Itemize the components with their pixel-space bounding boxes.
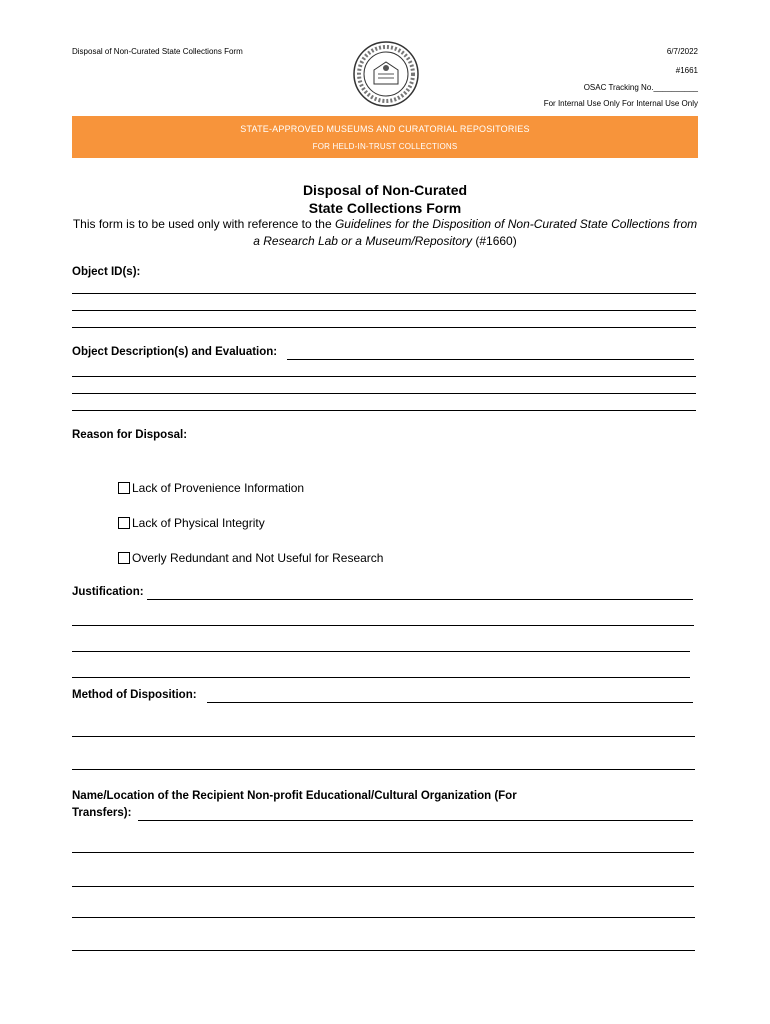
justification-line-1[interactable] <box>72 625 694 626</box>
description-line-3[interactable] <box>72 410 696 411</box>
checkbox-provenience[interactable] <box>118 482 130 494</box>
checkbox-redundant[interactable] <box>118 552 130 564</box>
state-seal-logo <box>352 40 420 108</box>
object-ids-line-3[interactable] <box>72 327 696 328</box>
description-label: Object Description(s) and Evaluation: <box>72 346 278 358</box>
description-line-inline[interactable] <box>287 359 694 360</box>
reason-label-redundant: Overly Redundant and Not Useful for Research <box>132 551 384 565</box>
reason-label-integrity: Lack of Physical Integrity <box>132 516 265 530</box>
internal-use-note: For Internal Use Only For Internal Use Only <box>543 99 698 108</box>
justification-line-2[interactable] <box>72 651 690 652</box>
form-number: #1661 <box>675 66 698 75</box>
recipient-label-line-2: Transfers): <box>72 807 132 819</box>
method-line-1[interactable] <box>72 736 695 737</box>
recipient-line-2[interactable] <box>72 886 694 887</box>
reason-label-provenience: Lack of Provenience Information <box>132 481 305 495</box>
justification-label: Justification: <box>72 586 144 598</box>
recipient-label-line-1: Name/Location of the Recipient Non-profit Educational/Cultural Organization (For <box>72 790 517 802</box>
recipient-line-4[interactable] <box>72 950 695 951</box>
method-line-2[interactable] <box>72 769 695 770</box>
page-title-line-2: State Collections Form <box>308 200 462 216</box>
justification-line-3[interactable] <box>72 677 690 678</box>
recipient-line-1[interactable] <box>72 852 694 853</box>
tracking-number: OSAC Tracking No.__________ <box>583 83 698 92</box>
banner-line-1: STATE-APPROVED MUSEUMS AND CURATORIAL REPOSITORIES <box>240 124 530 134</box>
reason-label: Reason for Disposal: <box>72 429 188 441</box>
intro-suffix: (#1660) <box>472 234 517 248</box>
form-name-header: Disposal of Non-Curated State Collections Form <box>72 47 243 56</box>
collections-banner <box>72 116 698 158</box>
recipient-line-inline[interactable] <box>138 820 693 821</box>
method-label: Method of Disposition: <box>72 689 197 701</box>
intro-text <box>72 216 698 250</box>
reason-option-redundant[interactable] <box>118 551 383 565</box>
justification-line-inline[interactable] <box>147 599 693 600</box>
method-line-inline[interactable] <box>207 702 693 703</box>
object-ids-line-2[interactable] <box>72 310 696 311</box>
form-date: 6/7/2022 <box>666 47 698 56</box>
reason-option-integrity[interactable] <box>118 516 265 530</box>
object-ids-label: Object ID(s): <box>72 266 141 278</box>
description-line-2[interactable] <box>72 393 696 394</box>
banner-line-2: FOR HELD-IN-TRUST COLLECTIONS <box>312 142 458 151</box>
object-ids-line-1[interactable] <box>72 293 696 294</box>
page-title-line-1: Disposal of Non-Curated <box>302 182 468 198</box>
description-line-1[interactable] <box>72 376 696 377</box>
reason-option-provenience[interactable] <box>118 481 304 495</box>
intro-prefix: This form is to be used only with reference to the <box>72 217 335 231</box>
guidelines-reference: Guidelines for the Disposition of Non-Curated State Collections from a Research Lab or a Museum/Repository <box>253 217 698 248</box>
checkbox-integrity[interactable] <box>118 517 130 529</box>
recipient-line-3[interactable] <box>72 917 695 918</box>
